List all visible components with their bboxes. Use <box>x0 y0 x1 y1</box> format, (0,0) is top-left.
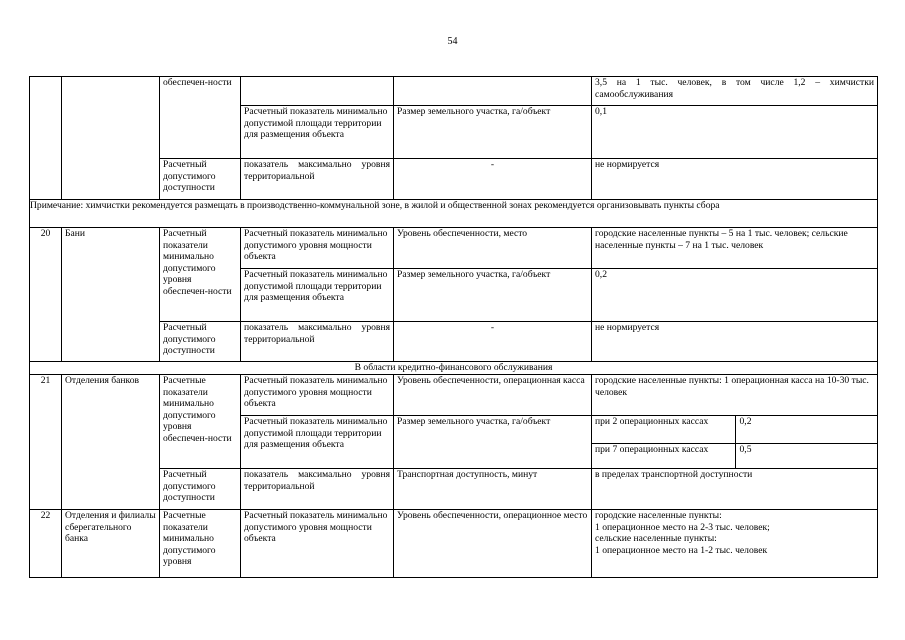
indicator-cell <box>241 77 394 106</box>
area-sub-value: 0,2 <box>735 416 877 443</box>
object-name: Отделения и филиалы сберегательного банка <box>62 510 160 578</box>
value-line: 1 операционное место на 1-2 тыс. человек <box>595 544 768 556</box>
indicator-group-cell: Расчетные показатели минимально допустимого уровня <box>160 510 241 578</box>
object-name: Бани <box>62 228 160 362</box>
unit-cell: Транспортная доступность, минут <box>394 469 592 510</box>
indicator-cell: показатель максимально уровня территориальной <box>241 159 394 200</box>
unit-cell: Размер земельного участка, га/объект <box>394 269 592 322</box>
value-cell <box>592 510 878 578</box>
unit-cell: - <box>394 159 592 200</box>
table-row <box>30 375 878 416</box>
indicator-cell: показатель максимально уровня территориальной <box>241 469 394 510</box>
indicator-group-cell: обеспечен-ности <box>160 77 241 159</box>
table-row <box>30 510 878 578</box>
indicator-cell: Расчетный показатель минимально допустимого уровня мощности объекта <box>241 375 394 416</box>
indicator-cell: Расчетный показатель минимально допустимой площади территории для размещения объекта <box>241 416 394 469</box>
indicator-group-cell: Расчетный допустимого доступности <box>160 469 241 510</box>
row-number: 21 <box>30 375 62 510</box>
value-line: сельские населенные пункты: <box>595 533 717 545</box>
unit-cell: Уровень обеспеченности, операционная касса <box>394 375 592 416</box>
indicator-group-cell: Расчетный допустимого доступности <box>160 159 241 200</box>
row-number: 20 <box>30 228 62 362</box>
indicator-cell: Расчетный показатель минимально допустимой площади территории для размещения объекта <box>241 269 394 322</box>
page-number: 54 <box>447 36 458 47</box>
value-cell-split <box>592 416 878 469</box>
value-cell: городские населенные пункты: 1 операционная касса на 10-30 тыс. человек <box>592 375 878 416</box>
indicator-cell: Расчетный показатель минимально допустимого уровня мощности объекта <box>241 228 394 269</box>
indicator-group-cell: Расчетный показатели минимально допустимого уровня обеспечен-ности <box>160 228 241 322</box>
name-cell <box>62 77 160 200</box>
table-row <box>30 77 878 106</box>
value-cell: не нормируется <box>592 322 878 362</box>
object-name: Отделения банков <box>62 375 160 510</box>
indicator-cell: Расчетный показатель минимально допустимой площади территории для размещения объекта <box>241 106 394 159</box>
unit-cell: Размер земельного участка, га/объект <box>394 416 592 469</box>
row-number: 22 <box>30 510 62 578</box>
value-cell: не нормируется <box>592 159 878 200</box>
unit-cell: - <box>394 322 592 362</box>
value-cell: 0,1 <box>592 106 878 159</box>
value-cell: городские населенные пункты – 5 на 1 тыс. человек; сельские населенные пункты – 7 на 1 тыс. человек <box>592 228 878 269</box>
num-cell <box>30 77 62 200</box>
unit-cell: Размер земельного участка, га/объект <box>394 106 592 159</box>
unit-cell <box>394 77 592 106</box>
note-row <box>30 200 878 228</box>
section-title: В области кредитно-финансового обслуживания <box>30 362 878 375</box>
area-subtable <box>592 416 877 468</box>
value-cell: 0,2 <box>592 269 878 322</box>
note-text: Примечание: химчистки рекомендуется размещать в производственно-коммунальной зоне, в жилой и общественной зонах рекомендуется организовывать пункты сбора <box>30 200 878 228</box>
value-cell: 3,5 на 1 тыс. человек, в том числе 1,2 – химчистки самообслуживания <box>592 77 878 106</box>
unit-cell: Уровень обеспеченности, операционное место <box>394 510 592 578</box>
indicator-group-cell: Расчетный допустимого доступности <box>160 322 241 362</box>
standards-table <box>29 76 878 578</box>
indicator-group-cell: Расчетные показатели минимально допустимого уровня обеспечен-ности <box>160 375 241 469</box>
area-sub-label: при 7 операционных кассах <box>595 443 709 455</box>
indicator-cell: Расчетный показатель минимально допустимого уровня мощности объекта <box>241 510 394 578</box>
indicator-cell: показатель максимально уровня территориальной <box>241 322 394 362</box>
value-line: 1 операционное место на 2-3 тыс. человек; <box>595 521 770 533</box>
value-cell: в пределах транспортной доступности <box>592 469 878 510</box>
table-row <box>30 228 878 269</box>
section-row <box>30 362 878 375</box>
value-line: городские населенные пункты: <box>595 510 722 521</box>
area-sub-value: 0,5 <box>735 443 877 468</box>
area-sub-label: при 2 операционных кассах <box>592 416 735 443</box>
unit-cell: Уровень обеспеченности, место <box>394 228 592 269</box>
